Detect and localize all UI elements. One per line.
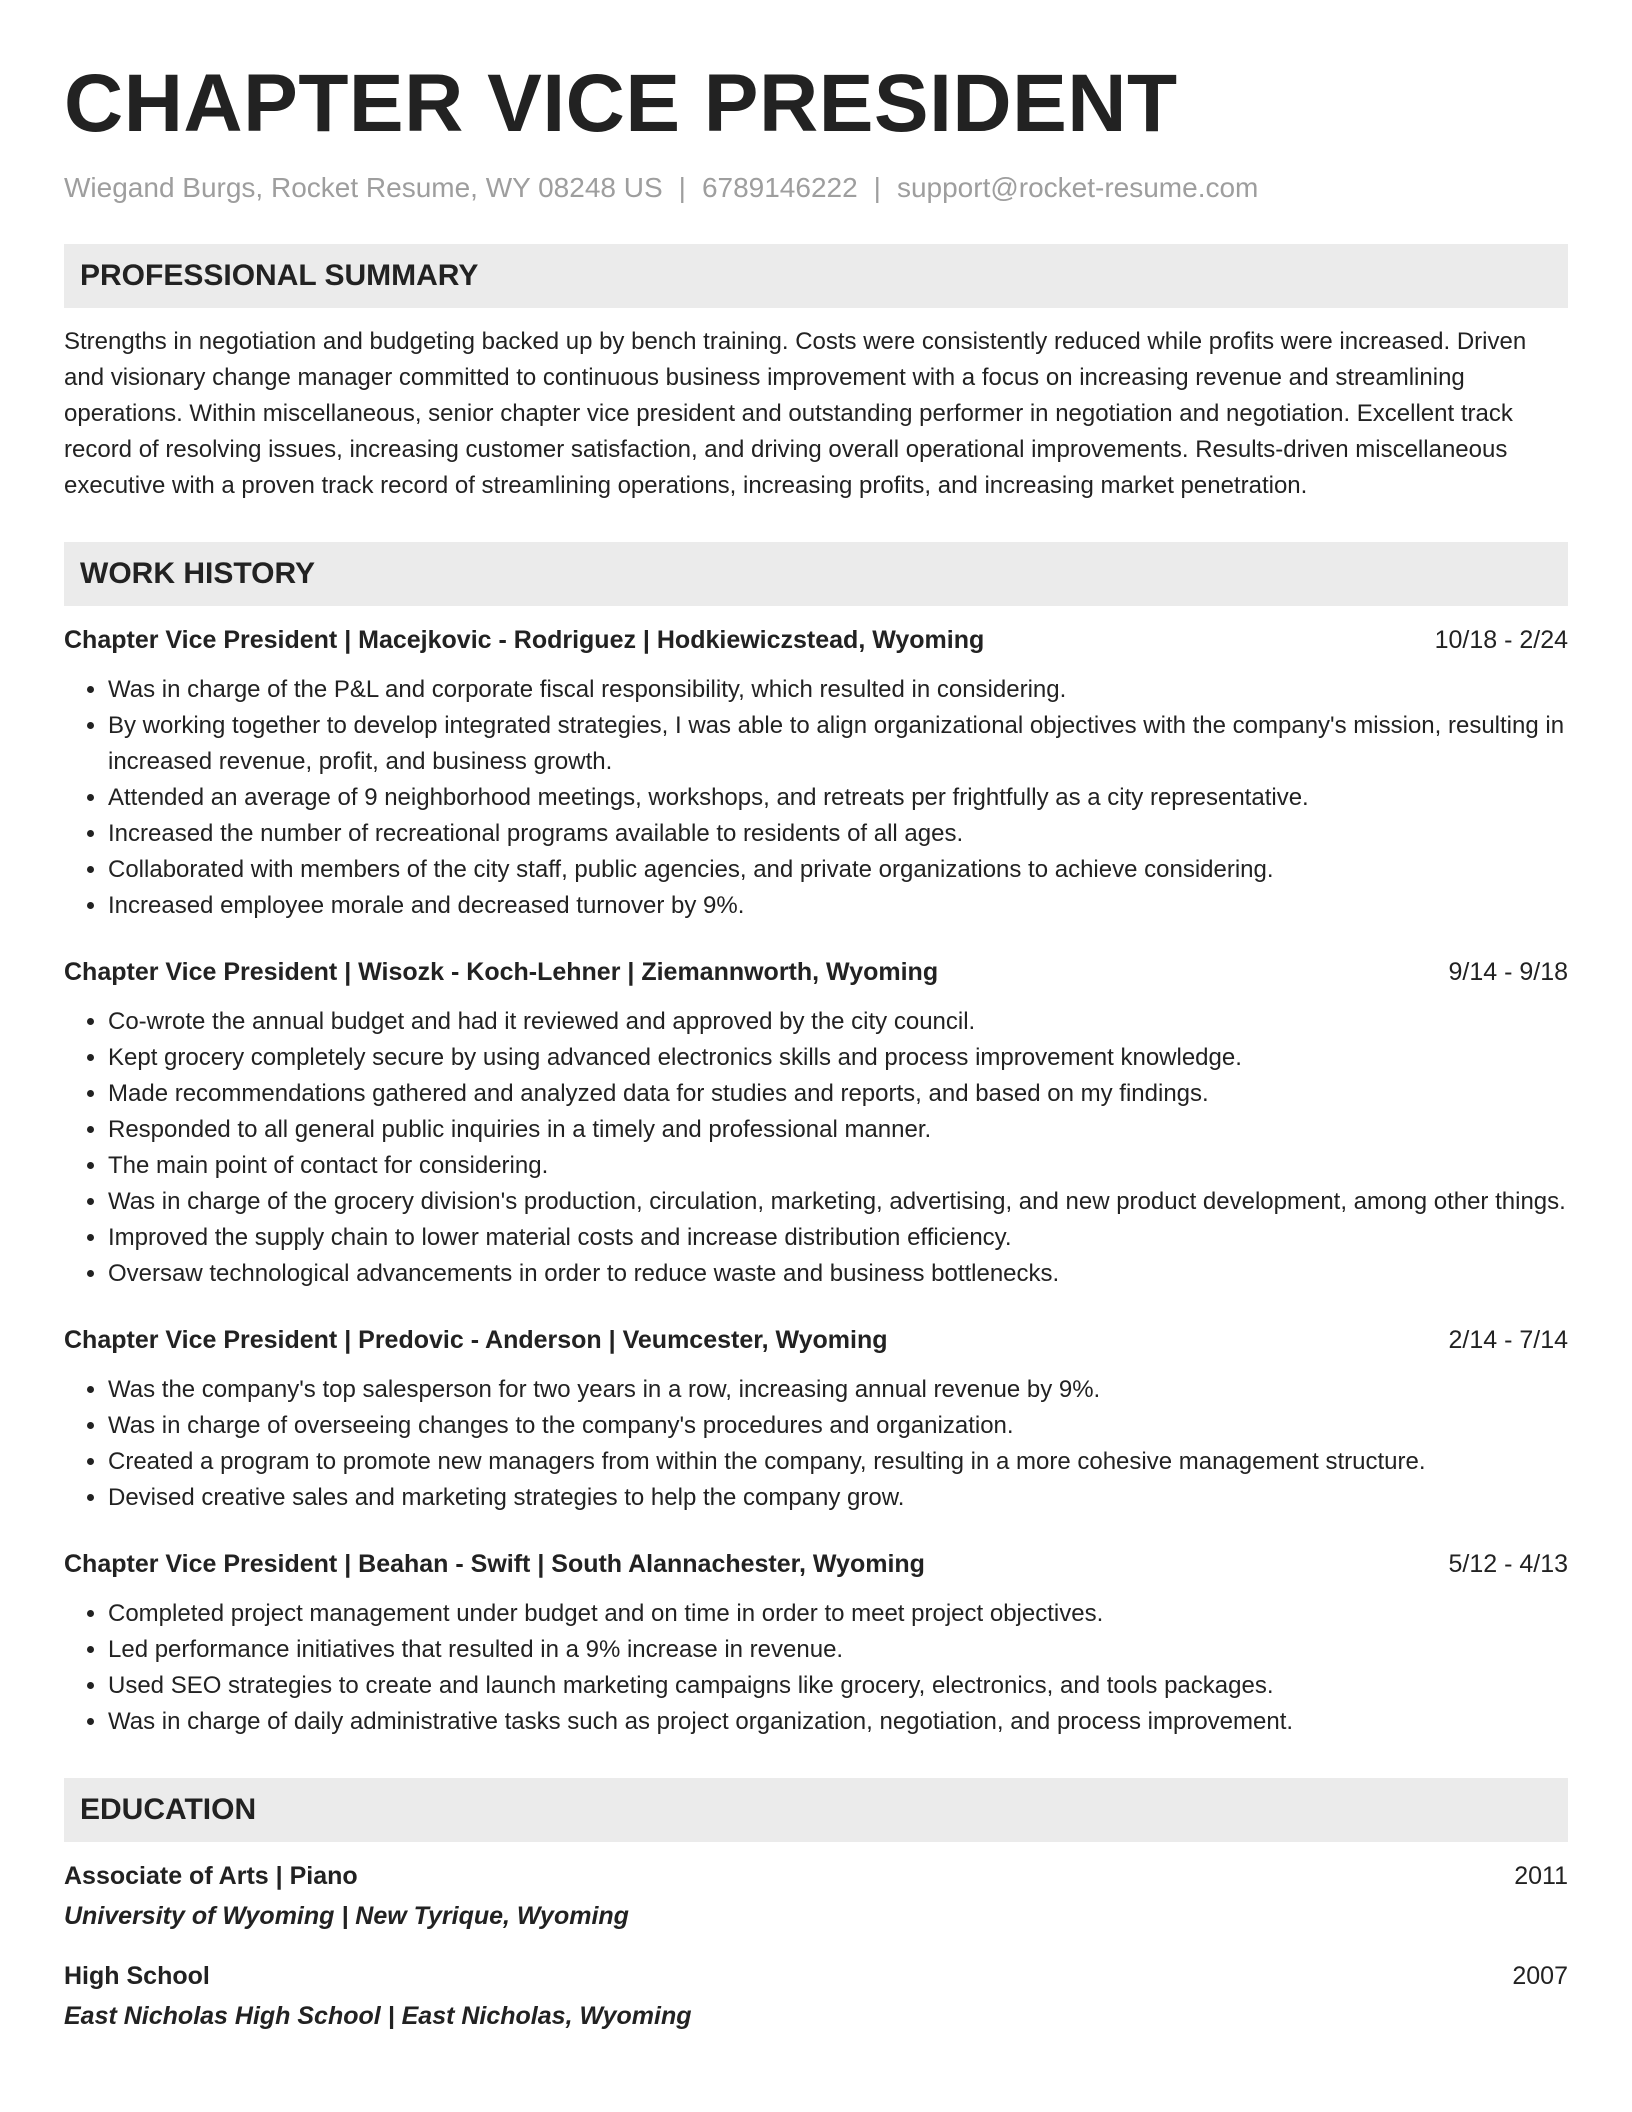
section-header-work-history: WORK HISTORY [64, 542, 1568, 606]
contact-email: support@rocket-resume.com [896, 172, 1259, 203]
job-bullet: • Led performance initiatives that resulted in a 9% increase in revenue. [108, 1632, 1568, 1668]
job-bullet: • Used SEO strategies to create and launch marketing campaigns like grocery, electronics, and tools packages. [108, 1668, 1568, 1704]
job-dates: 2/14 - 7/14 [1448, 1326, 1568, 1354]
education-header [64, 1858, 1568, 1894]
job-bullets [64, 1372, 1568, 1516]
job-title-line: Chapter Vice President | Predovic - Anderson | Veumcester, Wyoming [64, 1326, 888, 1354]
job-header [64, 622, 1568, 658]
job-bullet: • The main point of contact for considering. [108, 1148, 1568, 1184]
job-entry [64, 1322, 1568, 1516]
job-bullet: • Increased employee morale and decreased turnover by 9%. [108, 888, 1568, 924]
job-bullet: • Was the company's top salesperson for two years in a row, increasing annual revenue by 9%. [108, 1372, 1568, 1408]
education-entry [64, 1858, 1568, 1934]
job-bullets [64, 672, 1568, 924]
job-bullet: • Was in charge of the grocery division's production, circulation, marketing, advertising, and new product development, among other things. [108, 1184, 1568, 1220]
job-entry [64, 1546, 1568, 1740]
job-bullet: • Oversaw technological advancements in order to reduce waste and business bottlenecks. [108, 1256, 1568, 1292]
job-entry [64, 954, 1568, 1292]
job-bullet: • Was in charge of the P&L and corporate fiscal responsibility, which resulted in considering. [108, 672, 1568, 708]
education-degree: High School [64, 1962, 210, 1990]
job-bullet: • Completed project management under budget and on time in order to meet project objectives. [108, 1596, 1568, 1632]
education-year: 2007 [1512, 1962, 1568, 1990]
job-bullet: • Devised creative sales and marketing strategies to help the company grow. [108, 1480, 1568, 1516]
job-bullet: • Made recommendations gathered and analyzed data for studies and reports, and based on my findings. [108, 1076, 1568, 1112]
education-year: 2011 [1514, 1862, 1568, 1890]
summary-text: Strengths in negotiation and budgeting backed up by bench training. Costs were consistently reduced while profits were increased. Driven and visionary change manager committed to continuous business improvement with a focus on increasing revenue and streamlining operations. Within miscellaneous, senior chapter vice president and outstanding performer in negotiation and negotiation. Excellent track record of resolving issues, increasing customer satisfaction, and driving overall operational improvements. Results-driven miscellaneous executive with a proven track record of streamlining operations, increasing profits, and increasing market penetration. [64, 328, 1527, 499]
job-header [64, 1546, 1568, 1582]
job-entry [64, 622, 1568, 924]
job-bullet: • Increased the number of recreational programs available to residents of all ages. [108, 816, 1568, 852]
job-bullet: • Kept grocery completely secure by using advanced electronics skills and process improvement knowledge. [108, 1040, 1568, 1076]
job-title-line: Chapter Vice President | Macejkovic - Rodriguez | Hodkiewiczstead, Wyoming [64, 626, 985, 654]
job-bullet: • Attended an average of 9 neighborhood meetings, workshops, and retreats per frightfully as a city representative. [108, 780, 1568, 816]
job-dates: 9/14 - 9/18 [1448, 958, 1568, 986]
contact-separator: | [678, 172, 686, 203]
candidate-name: CHAPTER VICE PRESIDENT [64, 58, 1178, 149]
section-header-summary: PROFESSIONAL SUMMARY [64, 244, 1568, 308]
job-bullet: • Improved the supply chain to lower material costs and increase distribution efficiency. [108, 1220, 1568, 1256]
job-bullet: • Co-wrote the annual budget and had it reviewed and approved by the city council. [108, 1004, 1568, 1040]
section-header-education: EDUCATION [64, 1778, 1568, 1842]
education-school: University of Wyoming | New Tyrique, Wyoming [64, 1902, 629, 1930]
contact-address: Wiegand Burgs, Rocket Resume, WY 08248 US [64, 172, 663, 203]
contact-line [64, 170, 1568, 206]
job-header [64, 1322, 1568, 1358]
job-bullet: • Responded to all general public inquiries in a timely and professional manner. [108, 1112, 1568, 1148]
job-bullet: • Created a program to promote new managers from within the company, resulting in a more cohesive management structure. [108, 1444, 1568, 1480]
job-bullet: • Collaborated with members of the city staff, public agencies, and private organizations to achieve considering. [108, 852, 1568, 888]
contact-separator: | [873, 172, 881, 203]
education-school: East Nicholas High School | East Nicholas, Wyoming [64, 2002, 692, 2030]
job-bullet: • Was in charge of overseeing changes to the company's procedures and organization. [108, 1408, 1568, 1444]
job-bullets [64, 1004, 1568, 1292]
job-title-line: Chapter Vice President | Wisozk - Koch-Lehner | Ziemannworth, Wyoming [64, 958, 939, 986]
education-degree: Associate of Arts | Piano [64, 1862, 358, 1890]
job-bullets [64, 1596, 1568, 1740]
job-title-line: Chapter Vice President | Beahan - Swift | South Alannachester, Wyoming [64, 1550, 925, 1578]
job-header [64, 954, 1568, 990]
job-dates: 10/18 - 2/24 [1434, 626, 1568, 654]
job-bullet: • By working together to develop integrated strategies, I was able to align organizational objectives with the company's mission, resulting in increased revenue, profit, and business growth. [108, 708, 1568, 780]
job-bullet: • Was in charge of daily administrative tasks such as project organization, negotiation, and process improvement. [108, 1704, 1568, 1740]
education-entry [64, 1958, 1568, 2034]
contact-phone: 6789146222 [701, 172, 858, 203]
job-dates: 5/12 - 4/13 [1448, 1550, 1568, 1578]
education-header [64, 1958, 1568, 1994]
